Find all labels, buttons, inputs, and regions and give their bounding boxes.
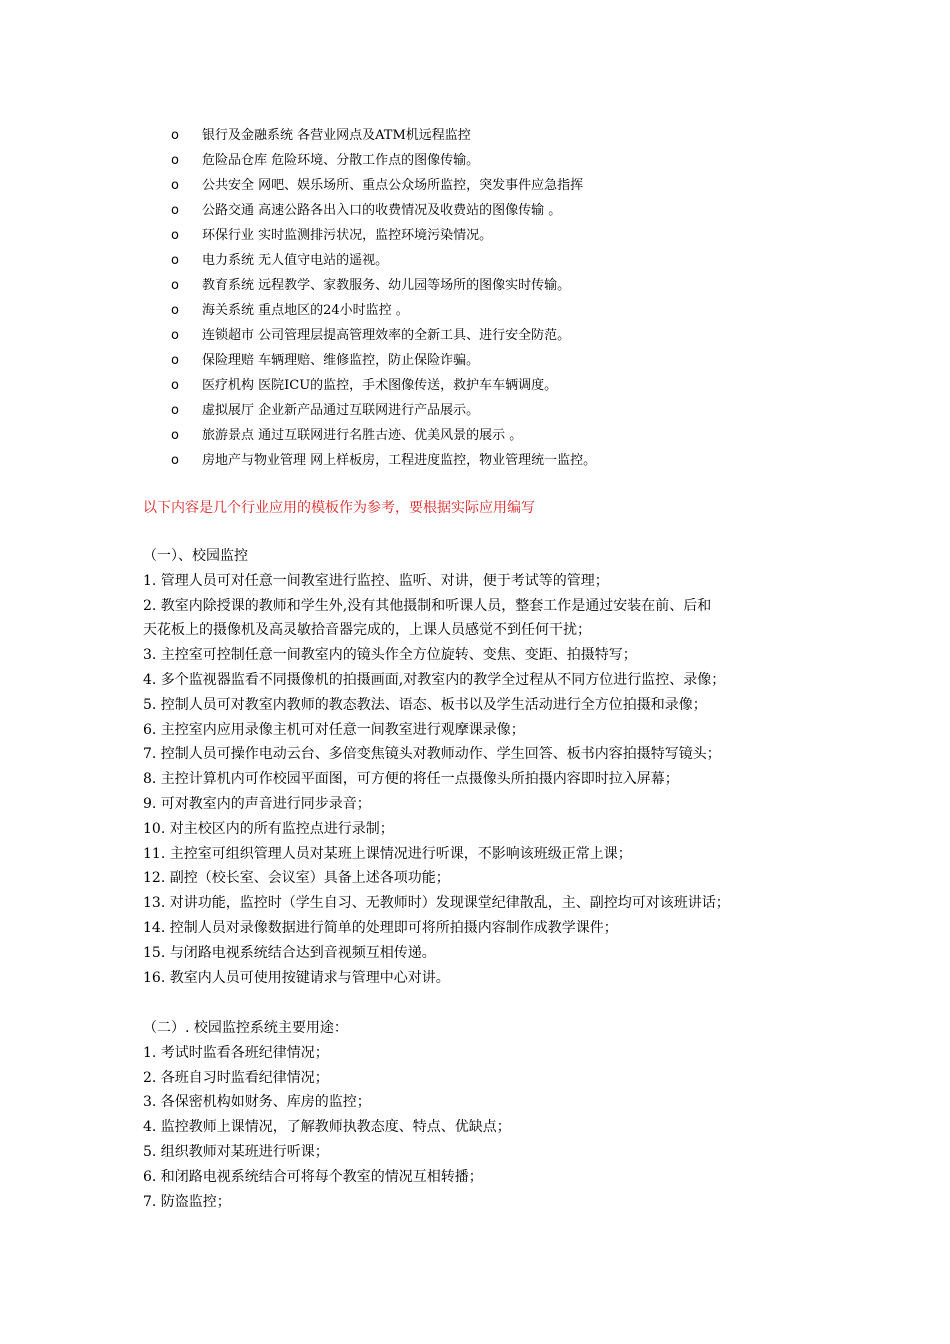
bullet-icon: o xyxy=(171,403,179,418)
list-item xyxy=(171,223,596,248)
list-item-text: 医疗机构 医院ICU的监控，手术图像传送，救护车车辆调度。 xyxy=(202,378,558,393)
bullet-icon: o xyxy=(171,353,179,368)
paragraph-line: 3. 各保密机构如财务、库房的监控； xyxy=(143,1094,371,1111)
paragraph-line: 8. 主控计算机内可作校园平面图，可方便的将任一点摄像头所拍摄内容即时拉入屏幕； xyxy=(143,771,679,788)
list-item-text: 银行及金融系统 各营业网点及ATM机远程监控 xyxy=(202,128,471,143)
bullet-icon: o xyxy=(171,178,179,193)
list-item-text: 连锁超市 公司管理层提高管理效率的全新工具、进行安全防范。 xyxy=(202,328,571,343)
list-item-text: 电力系统 无人值守电站的遥视。 xyxy=(202,253,389,268)
section-heading: （二）. 校园监控系统主要用途： xyxy=(143,1020,348,1036)
bullet-icon: o xyxy=(171,128,179,143)
paragraph-line: 7. 控制人员可操作电动云台、多倍变焦镜头对教师动作、学生回答、板书内容拍摄特写镜头； xyxy=(143,746,721,763)
paragraph-line: 2. 各班自习时监看纪律情况； xyxy=(143,1069,329,1086)
paragraph-line: 5. 组织教师对某班进行听课； xyxy=(143,1143,329,1160)
section-heading: （一）、校园监控 xyxy=(143,548,248,564)
list-item-text: 旅游景点 通过互联网进行名胜古迹、优美风景的展示 。 xyxy=(202,428,523,443)
paragraph-line: 1. 管理人员可对任意一间教室进行监控、监听、对讲，便于考试等的管理； xyxy=(143,572,609,589)
list-item-text: 危险品仓库 危险环境、分散工作点的图像传输。 xyxy=(202,153,480,168)
campus-monitoring-uses-section xyxy=(143,1016,511,1214)
paragraph-line: 10. 对主校区内的所有监控点进行录制； xyxy=(143,820,394,837)
list-item xyxy=(171,173,596,198)
list-item xyxy=(171,373,596,398)
paragraph-line: 15. 与闭路电视系统结合达到音视频互相传递。 xyxy=(143,944,436,961)
bullet-icon: o xyxy=(171,278,179,293)
paragraph-line: 14. 控制人员对录像数据进行简单的处理即可将所拍摄内容制作成教学课件； xyxy=(143,919,618,936)
list-item xyxy=(171,323,596,348)
paragraph-line: 天花板上的摄像机及高灵敏拾音器完成的，上课人员感觉不到任何干扰； xyxy=(143,622,591,639)
list-item xyxy=(171,148,596,173)
list-item xyxy=(171,398,596,423)
paragraph-line: 4. 监控教师上课情况，了解教师执教态度、特点、优缺点； xyxy=(143,1119,511,1136)
bullet-icon: o xyxy=(171,253,179,268)
list-item-text: 海关系统 重点地区的24小时监控 。 xyxy=(202,303,409,318)
list-item xyxy=(171,423,596,448)
list-item-text: 环保行业 实时监测排污状况，监控环境污染情况。 xyxy=(202,228,493,243)
list-item xyxy=(171,248,596,273)
bullet-icon: o xyxy=(171,428,179,443)
paragraph-line: 16. 教室内人员可使用按键请求与管理中心对讲。 xyxy=(143,969,450,986)
paragraph-line: 6. 主控室内应用录像主机可对任意一间教室进行观摩课录像； xyxy=(143,721,525,738)
paragraph-line: 7. 防盗监控； xyxy=(143,1193,231,1210)
list-item-text: 公路交通 高速公路各出入口的收费情况及收费站的图像传输 。 xyxy=(202,203,562,218)
paragraph-line: 6. 和闭路电视系统结合可将每个教室的情况互相转播； xyxy=(143,1168,483,1185)
bullet-icon: o xyxy=(171,203,179,218)
list-item xyxy=(171,348,596,373)
paragraph-line: 11. 主控室可组织管理人员对某班上课情况进行听课，不影响该班级正常上课； xyxy=(143,845,632,862)
industry-bullet-list xyxy=(171,123,596,473)
paragraph-line: 2. 教室内除授课的教师和学生外,没有其他摄制和听课人员，整套工作是通过安装在前、后和 xyxy=(143,597,712,614)
bullet-icon: o xyxy=(171,228,179,243)
list-item xyxy=(171,123,596,148)
template-notice: 以下内容是几个行业应用的模板作为参考，要根据实际应用编写 xyxy=(143,500,535,516)
bullet-icon: o xyxy=(171,378,179,393)
bullet-icon: o xyxy=(171,303,179,318)
list-item-text: 虚拟展厅 企业新产品通过互联网进行产品展示。 xyxy=(202,403,480,418)
paragraph-line: 13. 对讲功能，监控时（学生自习、无教师时）发现课堂纪律散乱，主、副控均可对该班讲话； xyxy=(143,895,730,912)
paragraph-line: 5. 控制人员可对教室内教师的教态教法、语态、板书以及学生活动进行全方位拍摄和录像； xyxy=(143,696,707,713)
list-item-text: 教育系统 远程教学、家教服务、幼儿园等场所的图像实时传输。 xyxy=(202,278,571,293)
bullet-icon: o xyxy=(171,328,179,343)
paragraph-line: 12. 副控（校长室、会议室）具备上述各项功能； xyxy=(143,870,450,887)
paragraph-line: 4. 多个监视器监看不同摄像机的拍摄画面,对教室内的教学全过程从不同方位进行监控、录像； xyxy=(143,671,726,688)
list-item-text: 保险理赔 车辆理赔、维修监控，防止保险诈骗。 xyxy=(202,353,480,368)
paragraph-line: 9. 可对教室内的声音进行同步录音； xyxy=(143,795,371,812)
list-item xyxy=(171,448,596,473)
list-item xyxy=(171,273,596,298)
bullet-icon: o xyxy=(171,453,179,468)
campus-monitoring-section xyxy=(143,544,730,990)
list-item xyxy=(171,298,596,323)
list-item-text: 房地产与物业管理 网上样板房，工程进度监控，物业管理统一监控。 xyxy=(202,453,597,468)
paragraph-line: 1. 考试时监看各班纪律情况； xyxy=(143,1044,329,1061)
list-item xyxy=(171,198,596,223)
paragraph-line: 3. 主控室可控制任意一间教室内的镜头作全方位旋转、变焦、变距、拍摄特写； xyxy=(143,647,637,664)
bullet-icon: o xyxy=(171,153,179,168)
list-item-text: 公共安全 网吧、娱乐场所、重点公众场所监控，突发事件应急指挥 xyxy=(202,178,584,193)
